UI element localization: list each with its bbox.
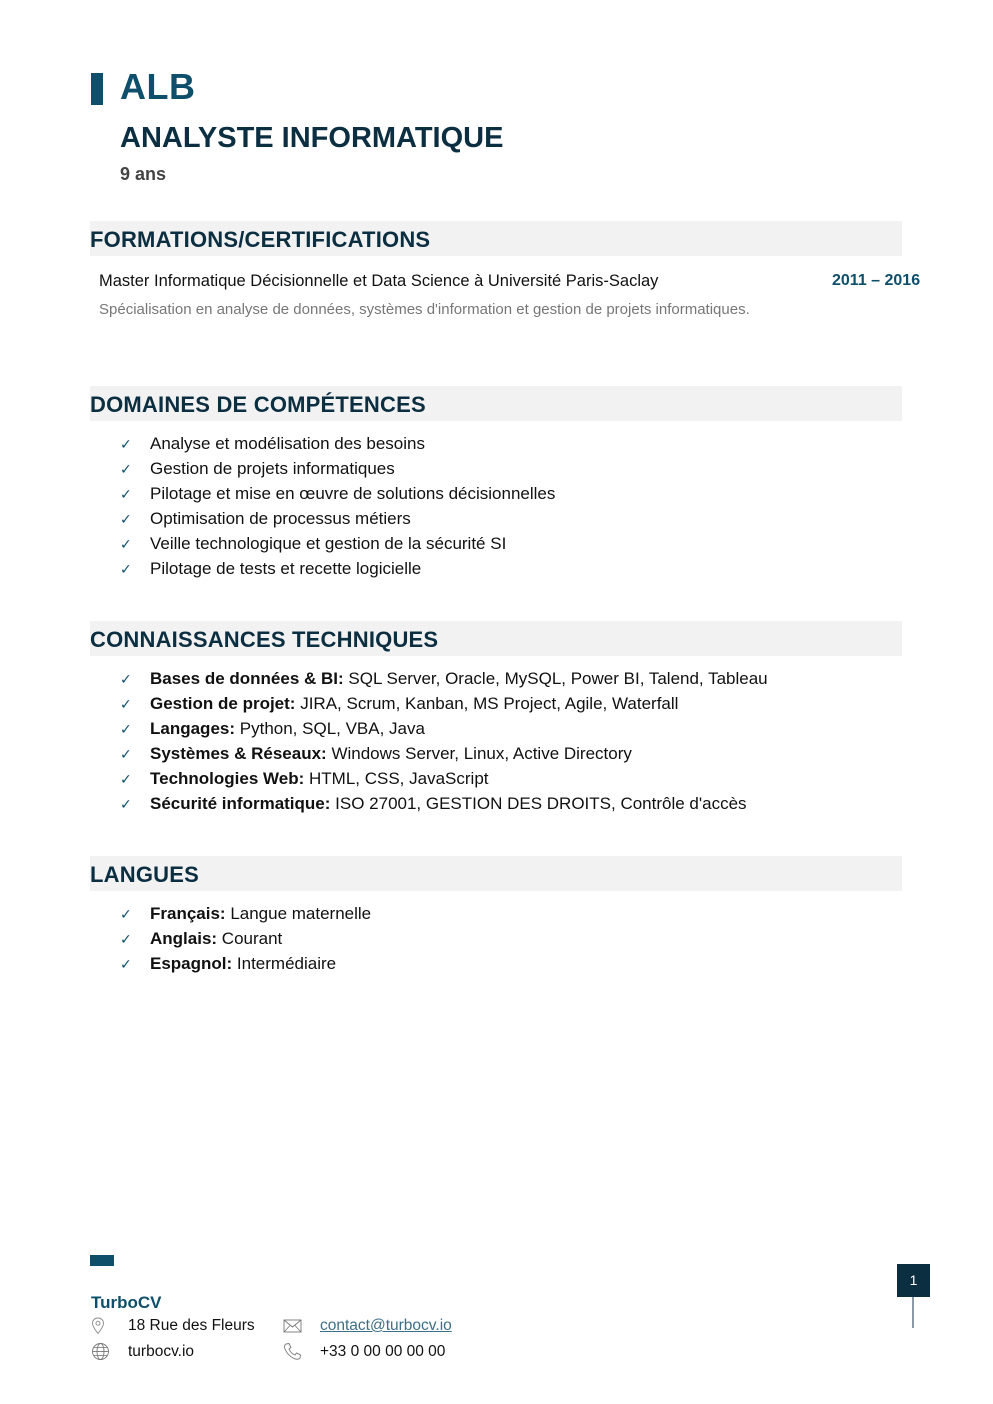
list-item: ✓ Pilotage de tests et recette logicielle: [120, 556, 555, 581]
section-title: DOMAINES DE COMPÉTENCES: [90, 392, 426, 417]
check-icon: ✓: [120, 536, 132, 552]
technical-list: [120, 666, 768, 816]
footer-website: turbocv.io: [91, 1342, 194, 1361]
list-item: ✓ Sécurité informatique: ISO 27001, GESTION DES DROITS, Contrôle d'accès: [120, 791, 768, 816]
check-icon: ✓: [120, 906, 132, 922]
check-icon: ✓: [120, 696, 132, 712]
check-icon: ✓: [120, 721, 132, 737]
section-title: CONNAISSANCES TECHNIQUES: [90, 627, 439, 652]
list-item: ✓ Gestion de projet: JIRA, Scrum, Kanban, MS Project, Agile, Waterfall: [120, 691, 768, 716]
check-icon: ✓: [120, 771, 132, 787]
check-icon: ✓: [120, 746, 132, 762]
check-icon: ✓: [120, 461, 132, 477]
education-dates: 2011 – 2016: [832, 272, 921, 289]
list-item: ✓ Analyse et modélisation des besoins: [120, 431, 555, 456]
list-item: ✓ Bases de données & BI: SQL Server, Oracle, MySQL, Power BI, Talend, Tableau: [120, 666, 768, 691]
list-item: ✓ Espagnol: Intermédiaire: [120, 951, 371, 976]
page-number-line: [912, 1297, 914, 1328]
check-icon: ✓: [120, 956, 132, 972]
list-item: ✓ Veille technologique et gestion de la sécurité SI: [120, 531, 555, 556]
education-description: Spécialisation en analyse de données, systèmes d'information et gestion de projets informatiques.: [99, 301, 750, 318]
map-pin-icon: [91, 1317, 128, 1335]
list-item: ✓ Anglais: Courant: [120, 926, 371, 951]
section-title: FORMATIONS/CERTIFICATIONS: [90, 227, 431, 252]
list-item: ✓ Technologies Web: HTML, CSS, JavaScript: [120, 766, 768, 791]
list-item: ✓ Gestion de projets informatiques: [120, 456, 555, 481]
list-item: ✓ Langages: Python, SQL, VBA, Java: [120, 716, 768, 741]
page-number: 1: [897, 1264, 930, 1297]
globe-icon: [91, 1342, 128, 1361]
languages-list: [120, 901, 371, 976]
candidate-name: ALB: [120, 66, 196, 107]
list-item: ✓ Français: Langue maternelle: [120, 901, 371, 926]
check-icon: ✓: [120, 671, 132, 687]
phone-icon: [283, 1342, 320, 1361]
check-icon: ✓: [120, 796, 132, 812]
footer-accent-bar: [90, 1255, 114, 1266]
section-languages-header: [90, 856, 902, 891]
footer-email: [283, 1317, 452, 1335]
footer-address: 18 Rue des Fleurs: [91, 1317, 255, 1335]
name-accent-bar: [91, 73, 103, 105]
skills-list: [120, 431, 555, 581]
footer-phone: +33 0 00 00 00 00: [283, 1342, 445, 1361]
section-technical-header: [90, 621, 902, 656]
list-item: ✓ Optimisation de processus métiers: [120, 506, 555, 531]
education-title: Master Informatique Décisionnelle et Data Science à Université Paris-Saclay: [99, 272, 659, 290]
section-title: LANGUES: [90, 862, 199, 887]
footer-brand: TurboCV: [91, 1293, 162, 1312]
check-icon: ✓: [120, 931, 132, 947]
check-icon: ✓: [120, 561, 132, 577]
email-link[interactable]: contact@turbocv.io: [320, 1317, 452, 1334]
check-icon: ✓: [120, 436, 132, 452]
list-item: ✓ Systèmes & Réseaux: Windows Server, Linux, Active Directory: [120, 741, 768, 766]
envelope-icon: [283, 1319, 320, 1333]
section-education-header: [90, 221, 902, 256]
list-item: ✓ Pilotage et mise en œuvre de solutions décisionnelles: [120, 481, 555, 506]
check-icon: ✓: [120, 486, 132, 502]
experience-years: 9 ans: [120, 164, 167, 184]
job-title: ANALYSTE INFORMATIQUE: [120, 122, 504, 154]
check-icon: ✓: [120, 511, 132, 527]
section-skills-header: [90, 386, 902, 421]
